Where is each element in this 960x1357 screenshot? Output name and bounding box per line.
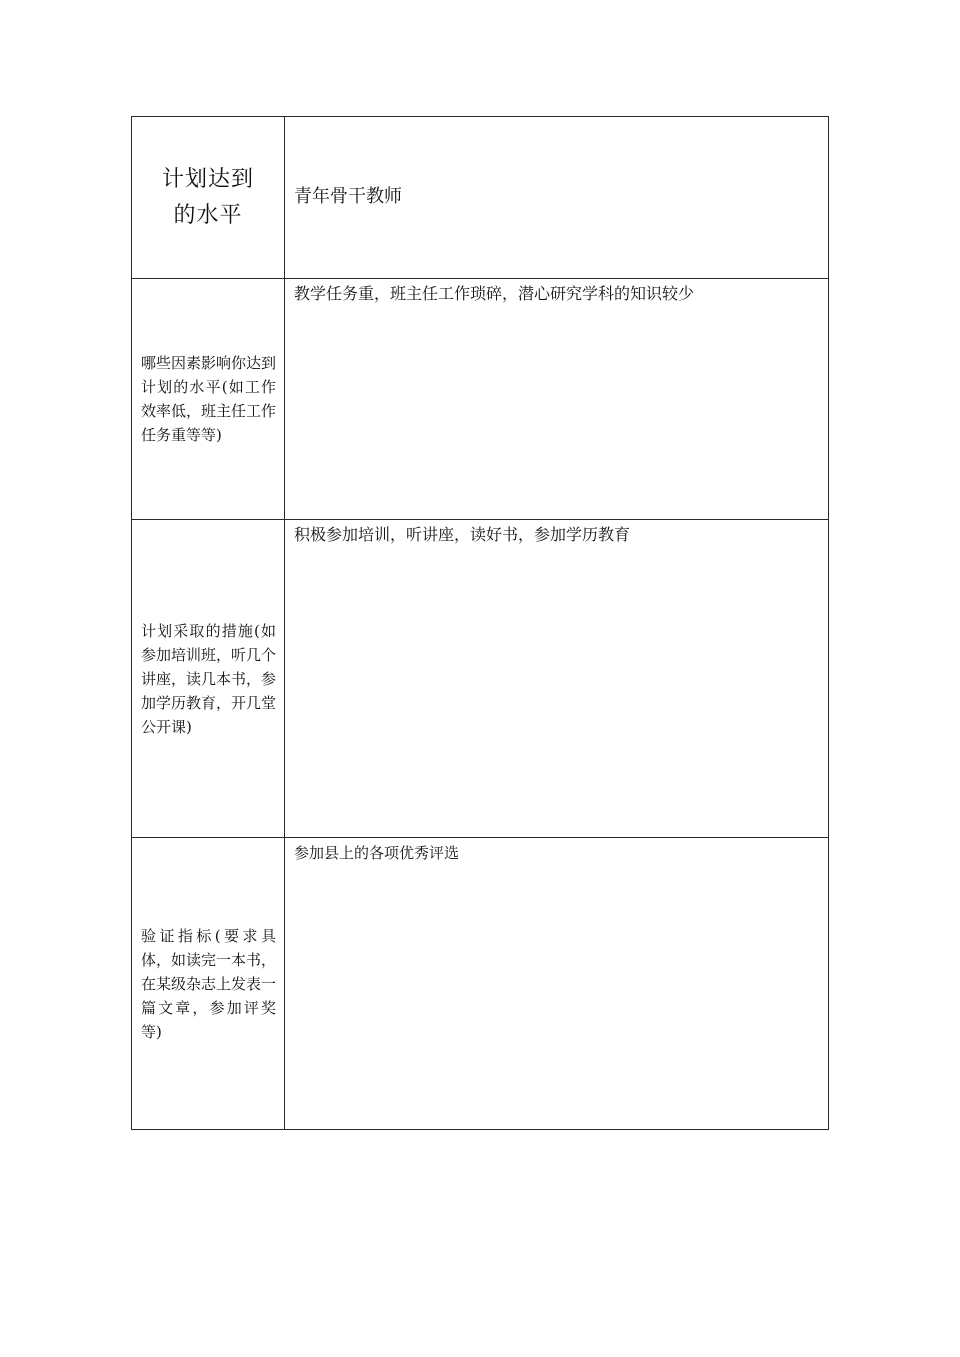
value-factors: 教学任务重，班主任工作琐碎，潜心研究学科的知识较少 [294, 284, 695, 303]
value-cell-target-level[interactable] [285, 117, 829, 279]
label-measures: 计划采取的措施(如参加培训班，听几个讲座，读几本书，参加学历教育，开几堂公开课) [141, 621, 277, 736]
label-cell-target-level [132, 117, 285, 279]
table-row-factors [132, 279, 829, 520]
label-line-2: 的水平 [173, 202, 243, 228]
label-target-level [132, 162, 284, 234]
value-cell-factors[interactable] [285, 279, 829, 520]
value-indicators: 参加县上的各项优秀评选 [294, 844, 460, 862]
label-cell-measures [132, 520, 285, 838]
label-factors: 哪些因素影响你达到计划的水平(如工作效率低，班主任工作任务重等等) [141, 354, 277, 444]
value-cell-measures[interactable] [285, 520, 829, 838]
label-cell-indicators [132, 838, 285, 1130]
table-row-indicators [132, 838, 829, 1130]
value-cell-indicators[interactable] [285, 838, 829, 1130]
plan-form-table [131, 116, 829, 1130]
label-cell-factors [132, 279, 285, 520]
value-target-level: 青年骨干教师 [294, 185, 402, 207]
label-line-1: 计划达到 [161, 166, 254, 192]
value-measures: 积极参加培训，听讲座，读好书，参加学历教育 [294, 525, 631, 544]
table-row-target-level [132, 117, 829, 279]
label-indicators: 验证指标(要求具体，如读完一本书，在某级杂志上发表一篇文章，参加评奖等) [141, 926, 277, 1041]
table-row-measures [132, 520, 829, 838]
